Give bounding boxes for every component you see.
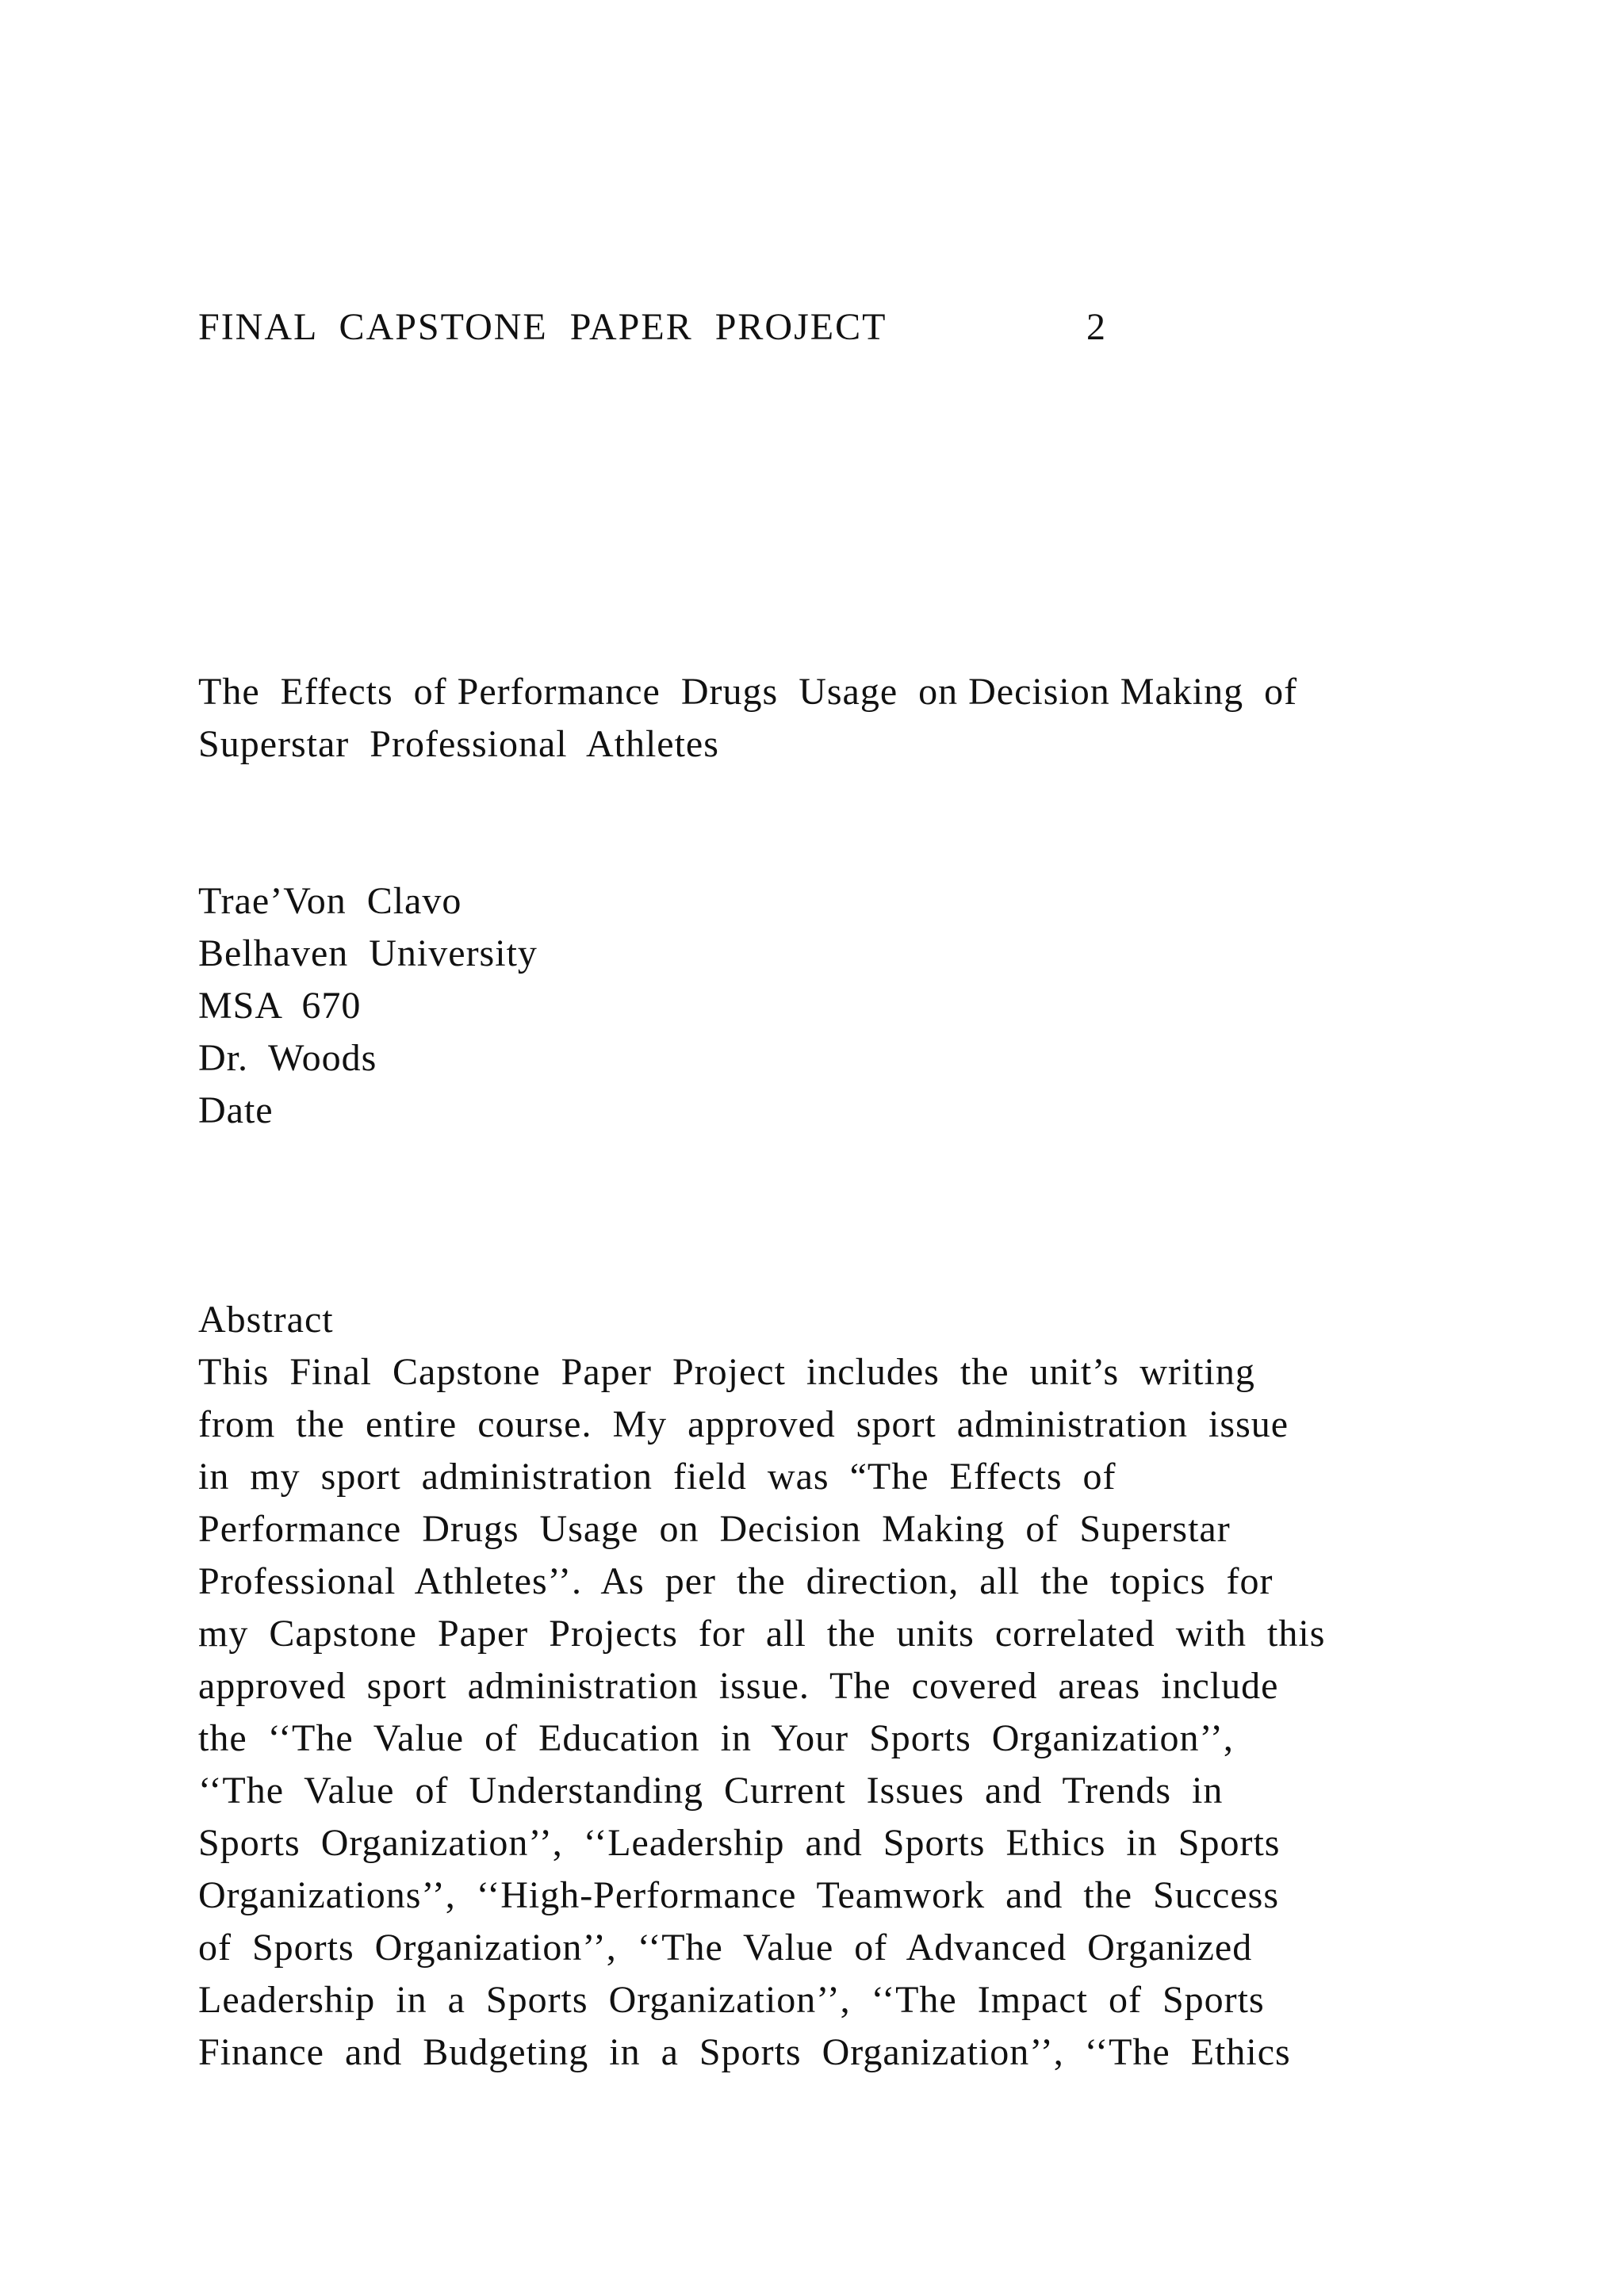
abstract-line: Organizations’’, ‘‘High-Performance Teamwork and the Success (198, 1874, 1279, 1916)
running-head-title: FINAL CAPSTONE PAPER PROJECT (198, 306, 887, 348)
abstract-line: Finance and Budgeting in a Sports Organization’’, ‘‘The Ethics (198, 2031, 1291, 2073)
abstract-line: from the entire course. My approved sport administration issue (198, 1403, 1289, 1445)
instructor-name: Dr. Woods (198, 1037, 377, 1079)
date-label: Date (198, 1089, 274, 1131)
institution-name: Belhaven University (198, 932, 538, 974)
abstract-line: ‘‘The Value of Understanding Current Issues and Trends in (198, 1770, 1224, 1812)
abstract-line: of Sports Organization’’, ‘‘The Value of Advanced Organized (198, 1927, 1253, 1969)
abstract-line: Professional Athletes’’. As per the direction, all the topics for (198, 1560, 1274, 1602)
abstract-line: This Final Capstone Paper Project includes the unit’s writing (198, 1351, 1255, 1393)
abstract-line: Leadership in a Sports Organization’’, ‘‘The Impact of Sports (198, 1979, 1265, 2021)
abstract-line: Sports Organization’’, ‘‘Leadership and Sports Ethics in Sports (198, 1822, 1281, 1864)
abstract-line: approved sport administration issue. The covered areas include (198, 1665, 1279, 1707)
page-number: 2 (1086, 306, 1105, 348)
abstract-line: Performance Drugs Usage on Decision Making of Superstar (198, 1508, 1231, 1550)
abstract-line: the ‘‘The Value of Education in Your Sports Organization’’, (198, 1717, 1234, 1759)
paper-title-line-1: The Effects of Performance Drugs Usage on Decision Making of (198, 671, 1298, 713)
abstract-heading: Abstract (198, 1299, 334, 1341)
abstract-line: in my sport administration field was “The Effects of (198, 1456, 1116, 1498)
course-code: MSA 670 (198, 985, 362, 1027)
paper-title-line-2: Superstar Professional Athletes (198, 723, 719, 765)
author-name: Trae’Von Clavo (198, 880, 462, 922)
abstract-line: my Capstone Paper Projects for all the units correlated with this (198, 1613, 1326, 1655)
